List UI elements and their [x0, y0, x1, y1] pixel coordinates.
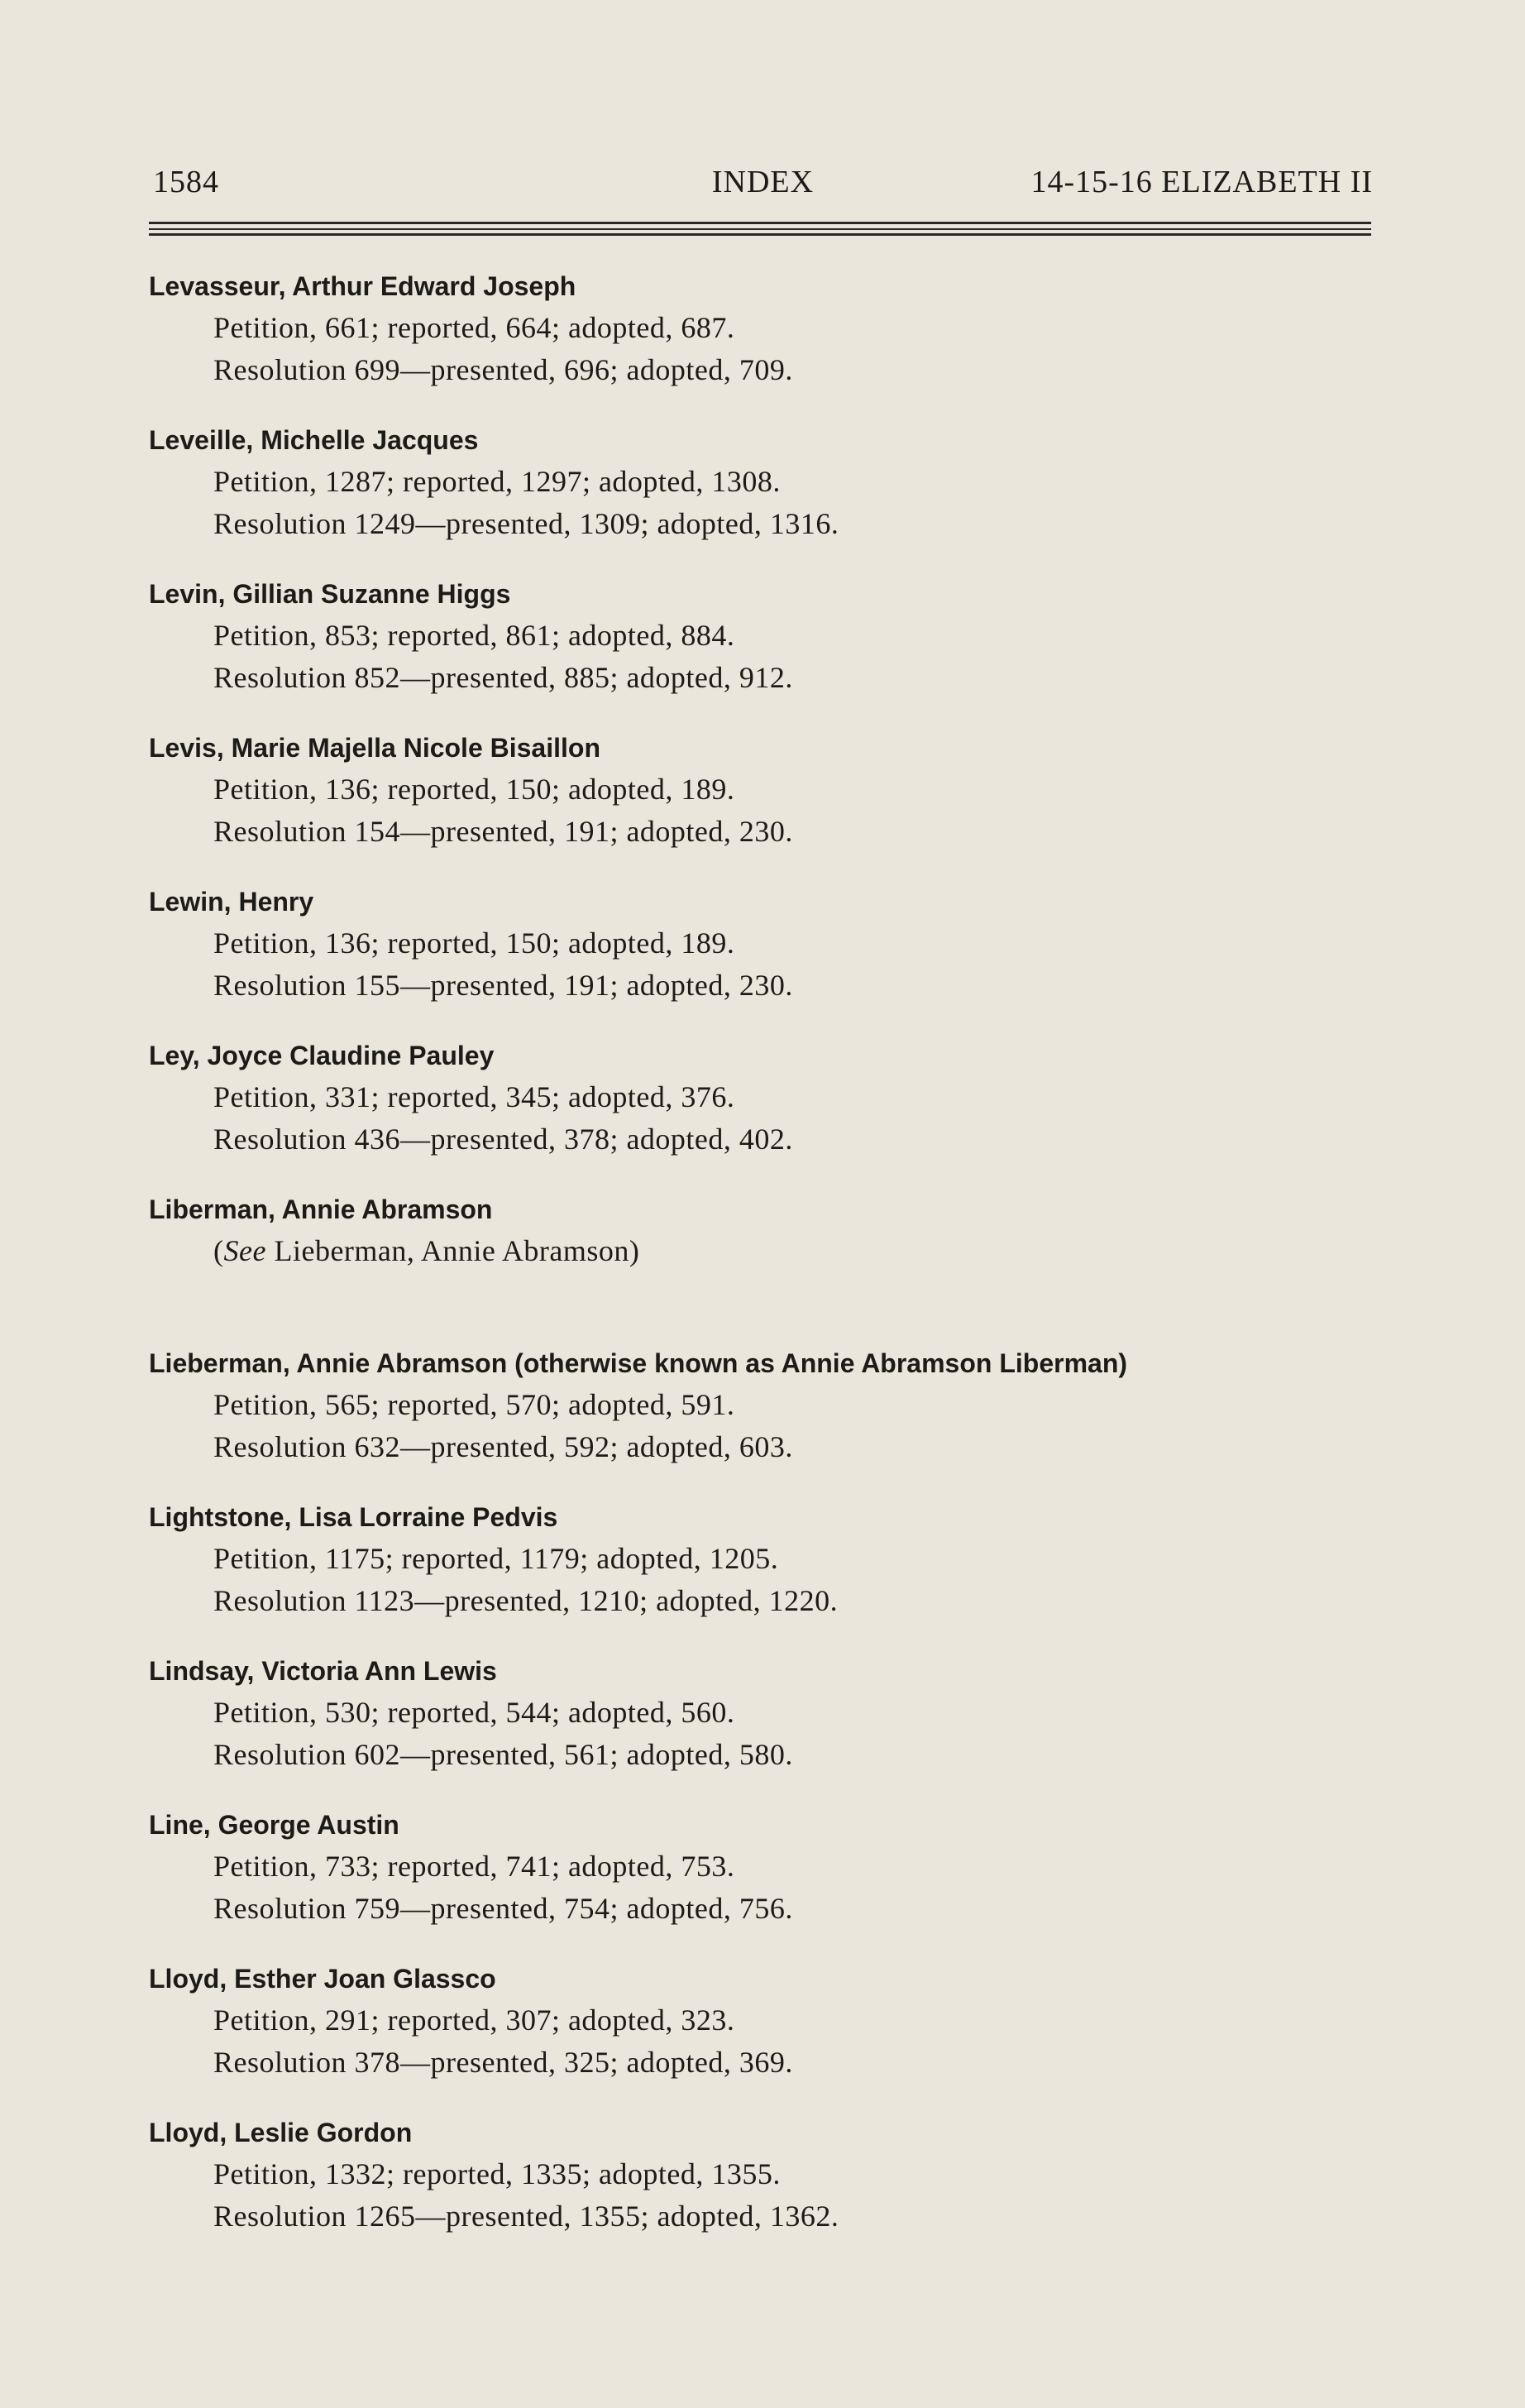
index-entry	[149, 1035, 1373, 1189]
entry-name: Lewin, Henry	[149, 887, 314, 917]
petition-line: Petition, 853; reported, 861; adopted, 884.	[213, 619, 735, 652]
resolution-line: Resolution 378—presented, 325; adopted, 369.	[213, 2046, 793, 2079]
petition-line: Petition, 661; reported, 664; adopted, 687.	[213, 311, 735, 344]
petition-line: Petition, 1287; reported, 1297; adopted, 1308.	[213, 465, 781, 498]
page-number: 1584	[153, 165, 219, 199]
resolution-line: Resolution 1265—presented, 1355; adopted, 1362.	[213, 2200, 839, 2233]
petition-line: Petition, 1332; reported, 1335; adopted, 1355.	[213, 2157, 781, 2190]
header-rule-middle	[149, 228, 1371, 230]
petition-line: Petition, 291; reported, 307; adopted, 323.	[213, 2003, 735, 2037]
resolution-line: Resolution 1249—presented, 1309; adopted, 1316.	[213, 507, 839, 540]
petition-line: Petition, 136; reported, 150; adopted, 189.	[213, 773, 735, 806]
index-entry	[149, 881, 1373, 1035]
entry-name: Line, George Austin	[149, 1810, 399, 1840]
resolution-line: Resolution 699—presented, 696; adopted, 709.	[213, 353, 793, 386]
resolution-line: Resolution 852—presented, 885; adopted, 912.	[213, 661, 793, 694]
petition-line: Petition, 530; reported, 544; adopted, 560.	[213, 1696, 735, 1729]
see-reference	[149, 1230, 1373, 1272]
see-open-paren: (	[213, 1234, 224, 1267]
header-rule-top	[149, 222, 1371, 224]
index-entry	[149, 2112, 1373, 2266]
page-title: INDEX	[711, 165, 815, 199]
entry-name: Lieberman, Annie Abramson (otherwise known as Annie Abramson Liberman)	[149, 1348, 1128, 1378]
index-entry	[149, 573, 1373, 727]
entry-name: Lloyd, Leslie Gordon	[149, 2118, 413, 2147]
petition-line: Petition, 136; reported, 150; adopted, 189.	[213, 926, 735, 960]
entry-name: Lloyd, Esther Joan Glassco	[149, 1964, 496, 1994]
resolution-line: Resolution 436—presented, 378; adopted, 402.	[213, 1123, 793, 1156]
entry-name: Lightstone, Lisa Lorraine Pedvis	[149, 1502, 558, 1532]
index-entry	[149, 1650, 1373, 1804]
petition-line: Petition, 1175; reported, 1179; adopted, 1205.	[213, 1542, 779, 1575]
entry-name: Ley, Joyce Claudine Pauley	[149, 1041, 495, 1070]
petition-line: Petition, 565; reported, 570; adopted, 591.	[213, 1388, 735, 1421]
index-entries	[149, 266, 1373, 2266]
index-entry	[149, 266, 1373, 419]
resolution-line: Resolution 602—presented, 561; adopted, 580.	[213, 1738, 793, 1771]
entry-name: Lindsay, Victoria Ann Lewis	[149, 1656, 497, 1686]
page-header	[153, 164, 1373, 205]
index-entry	[149, 1189, 1373, 1343]
see-target: Lieberman, Annie Abramson)	[265, 1234, 640, 1267]
index-entry	[149, 1343, 1373, 1496]
index-entry	[149, 1496, 1373, 1650]
resolution-line: Resolution 155—presented, 191; adopted, 230.	[213, 969, 793, 1002]
resolution-line: Resolution 154—presented, 191; adopted, 230.	[213, 815, 793, 848]
entry-name: Leveille, Michelle Jacques	[149, 425, 479, 455]
entry-name: Levin, Gillian Suzanne Higgs	[149, 579, 511, 609]
resolution-line: Resolution 1123—presented, 1210; adopted, 1220.	[213, 1584, 839, 1617]
header-rule-bottom	[149, 233, 1371, 236]
index-entry	[149, 1804, 1373, 1958]
see-word: See	[223, 1234, 266, 1267]
index-entry	[149, 419, 1373, 573]
entry-name: Levasseur, Arthur Edward Joseph	[149, 271, 576, 301]
index-entry	[149, 1958, 1373, 2112]
resolution-line: Resolution 759—presented, 754; adopted, 756.	[213, 1892, 793, 1925]
index-entry	[149, 727, 1373, 881]
entry-name: Liberman, Annie Abramson	[149, 1194, 493, 1224]
petition-line: Petition, 733; reported, 741; adopted, 753.	[213, 1850, 735, 1883]
resolution-line: Resolution 632—presented, 592; adopted, 603.	[213, 1430, 793, 1463]
session-label: 14-15-16 ELIZABETH II	[1030, 165, 1373, 199]
entry-name: Levis, Marie Majella Nicole Bisaillon	[149, 733, 600, 763]
petition-line: Petition, 331; reported, 345; adopted, 376.	[213, 1080, 735, 1113]
